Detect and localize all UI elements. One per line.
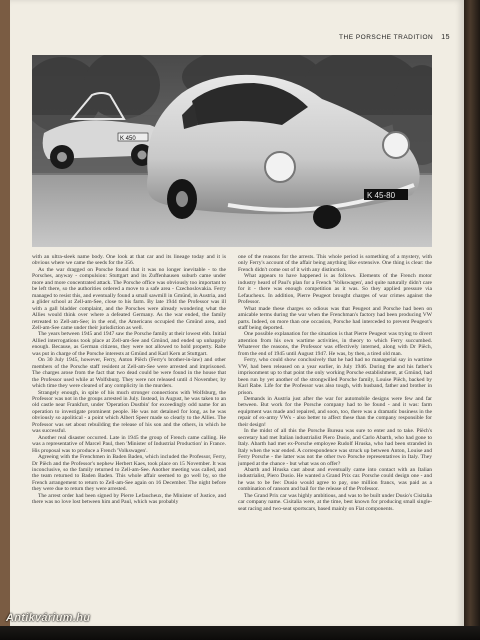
article-body	[32, 254, 432, 624]
paragraph: As the war dragged on Porsche found that it was no longer inevitable - to the Porsches, anyway - compulsion: Stuttgart and its Zuffenhausen suburb came under more and more concentrated attack. The Porsche office was obviously too important to be left there, so the authorities ordered a move to a safe area - Czechoslovakia. Ferry managed to resist this, and eventually found a small sawmill in Gmünd, in Austria, and a glider school at Zell-am-See, close to his farm. By late 1944 the Professor was ill with a gall bladder complaint, and the Porsches were already wondering what the Allies would think over where a defeated Germany. As the war ended, the family retreated to Zell-am-See; in the end, the Americans occupied the Gmünd area, and Zell-am-See came under their jurisdiction as well.	[32, 266, 226, 331]
photo-illustration	[32, 55, 432, 247]
paragraph: Another real disaster occurred. Late in 1945 the group of French came calling. He was a representative of Marcel Paul, then 'Minister of Industrial Production' in France. His proposal was to produce a French 'Volkswagen'.	[32, 434, 226, 454]
book-page	[10, 0, 464, 628]
page-number: 15	[441, 34, 450, 41]
text-column-right	[238, 254, 432, 624]
watermark-text: Antikvárium.hu	[6, 612, 91, 624]
paragraph: Strangely enough, in spite of his much stronger connections with Wolfsburg, the Professor was not in the groups arrested in July. Instead, in August, he was taken to an old castle near Frankfurt, under 'Operation Dustbin' for exceedingly odd name for an operation to investigate prominent people. He was not detained for long, as he was obviously so apolitical - a point which Albert Speer made so clearly to the Allies. The Professor was set about rebuilding the release of his son and the others, in which he was successful.	[32, 389, 226, 435]
car-photograph	[32, 55, 432, 247]
running-header	[310, 34, 450, 41]
paragraph: One possible explanation for the situation is that Pierre Peugeot was trying to divert attention from his own wartime activities, in theory to which Ferry succumbed. Whatever the reasons, the Professor was effectively interned, along with Dr Piëch, from the end of 1945 until August 1947. He was, by then, a tired old man.	[238, 331, 432, 357]
paragraph: Ferry, who could show conclusively that he had had no managerial say in wartime VW, had been released on a year earlier, in July 1946. During the and his father's imprisonment up to that point the only working Porsche establishment, at Gmünd, had been run by yet another of the strongwilled Porsche family, Louise Piëch, backed by Karl Rabe. Life for the Professor was also tough, with husband, father and brother in prison.	[238, 357, 432, 396]
paragraph: On 30 July 1945, however, Ferry, Anton Piëch (Ferry's brother-in-law) and other members of the Porsche staff resident at Zell-am-See were arrested and imprisoned. The charges arose from the fact that two dead could be were found in the house that the Professor used while at Wolfsburg. They were not released until 4 November, by which time they were cleared of any complicity in the murders.	[32, 357, 226, 390]
paragraph: The Grand Prix car was highly ambitious, and was to be built under Dusio's Cisitalia car company name. Cisitalia were, at the time, best known for producing small single-seat racing and two-seat sportscars, based mainly on Fiat components.	[238, 492, 432, 512]
paragraph: Demands in Austria just after the war for automobile designs were few and far between. But work for the Porsche company had to be found - and it was: farm equipment was made and repaired, and soon, too, there was a dramatic business in the repair of ex-army VWs - also better to affect these than the company responsible for their design!	[238, 395, 432, 428]
paragraph: one of the reasons for the arrests. This whole period is something of a mystery, with only Ferry's account of the affair being anything like extensive. One thing is clear: the French didn't come out of it with any distinction.	[238, 254, 432, 273]
paragraph: Abarth and Hruska cast about and eventually came into contact with an Italian industrialist, Piero Dusio. He wanted a Grand Prix car. Porsche could design one - and he was to be fee: Dusio would agree to pay, one million francs, was paid as a combination of ransom and bail for the release of the Professor.	[238, 466, 432, 493]
text-column-left	[32, 254, 226, 624]
paragraph: What appears to have happened is as follows. Elements of the French motor industry heard of Paul's plan for a French 'Volkswagen', and quite naturally didn't care for it - there was enough competition as it was. So they applied pressure via Lefaucheux. In addition, Pierre Peugeot brought charges of war crimes against the Professor.	[238, 273, 432, 306]
plate-right: K 45-80	[367, 191, 396, 200]
page-bottom-edge	[0, 626, 480, 640]
running-head-title: THE PORSCHE TRADITION	[339, 34, 434, 41]
paragraph: with an ultra-sleek name body. One look at that car and its lineage today and it is obvious where we came the seeds for the 356.	[32, 254, 226, 267]
paragraph: The years between 1945 and 1947 saw the Porsche family at their lowest ebb. Initial Allied interrogations took place at Zell-am-See and Gmünd, and ended up unhappily enough. Because, as German citizens, they were not allowed to hold property. Rabe was put in charge of the Porsche interests at Gmünd and Karl Kern at Stuttgart.	[32, 331, 226, 357]
plate-left: K 450	[120, 136, 136, 142]
book-binding	[464, 0, 480, 640]
paragraph: The arrest order had been signed by Pierre Lefaucheux, the Minister of Justice, and there was no love lost between him and Paul, which was probably	[32, 492, 226, 506]
paragraph: What made these charges so odious was that Peugeot and Porsche had been on amicable terms during the war when the Frenchman's factory had been producing VW parts. Indeed, on more than one occasion, Porsche had interceded to prevent Peugeot's staff being deported.	[238, 305, 432, 331]
paragraph: Agreeing with the Frenchmen in Baden Baden, which included the Professor, Ferry, Dr Piëch and the Professor's nephew Herbert Kaes, took place on 15 November. It was inconclusive, so the family returned to Zell-am-See. Another meeting was called, and the team returned to Baden Baden. This whole affair seemed to go well by, so the French arrangement to return to Zell-am-See again on 16 December. The night before they were due to return they were arrested.	[32, 454, 226, 493]
paragraph: In the midst of all this the Porsche Bureau was sure to enter and to take. Piëch's secretary had met Italian industrialist Piero Dusio, and Carlo Abarth, who had gone to Italy. Abarth had met ex-Porsche employee Rudolf Hruska, who had been stranded in Italy when the war ended. A correspondence was struck up between Anton, Louise and Ferry Porsche - the latter was not the other two Porsche representatives in Italy. They jumped at the chance - but what was on offer?	[238, 428, 432, 467]
